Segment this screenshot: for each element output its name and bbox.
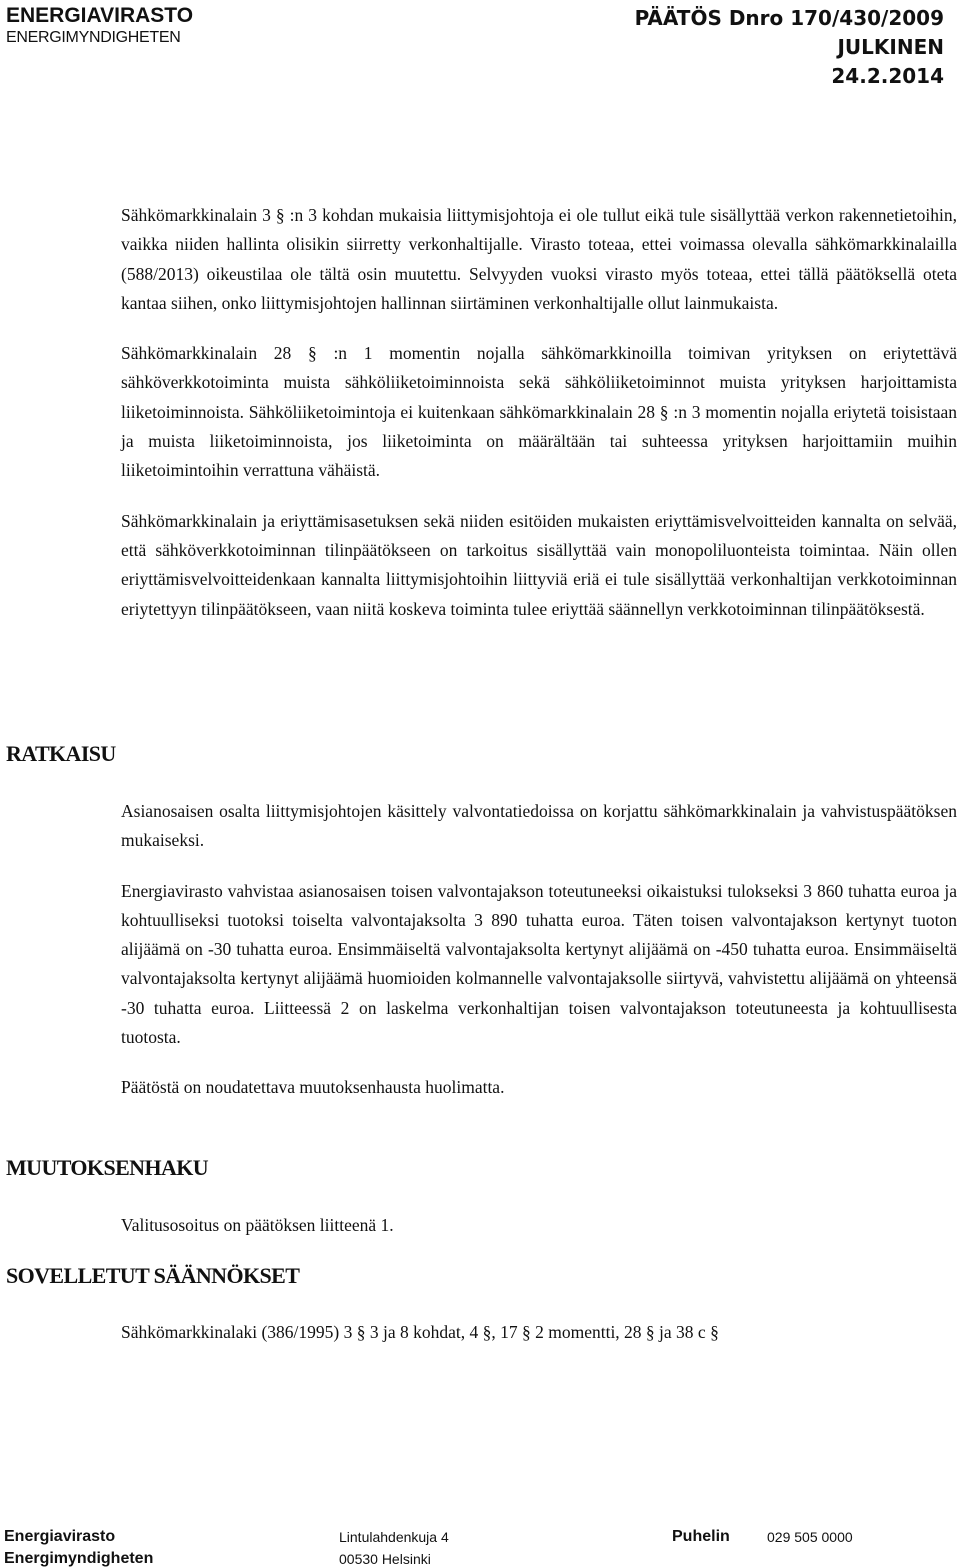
header-decision-info: [635, 4, 944, 91]
footer-phone-label: Puhelin: [672, 1528, 730, 1545]
body-paragraph: Valitusosoitus on päätöksen liitteenä 1.: [121, 1215, 394, 1235]
footer-organization: [4, 1526, 153, 1568]
reasoning-section: [121, 201, 957, 624]
classification: JULKINEN: [837, 35, 944, 59]
org-name-swedish: ENERGIMYNDIGHETEN: [6, 29, 181, 46]
decision-number: PÄÄTÖS Dnro 170/430/2009: [634, 6, 944, 30]
body-paragraph: Asianosaisen osalta liittymisjohtojen käsittely valvontatiedoissa on korjattu sähkömarkkinalain ja vahvistuspäätöksen mukaiseksi.: [121, 801, 957, 851]
page-footer: [0, 1526, 960, 1568]
org-name-finnish: ENERGIAVIRASTO: [6, 4, 194, 27]
footer-org-swedish: Energimyndigheten: [4, 1550, 154, 1567]
header-organization: [6, 4, 193, 48]
footer-org-finnish: Energiavirasto: [4, 1528, 116, 1545]
body-paragraph: Sähkömarkkinalain 28 § :n 1 momentin nojalla sähkömarkkinoilla toimivan yrityksen on eriytettävä sähköverkkotoiminta muista sähköliiketoiminnoista sekä sähköliiketoiminnot muista yrityksen harjoittamista liiketoiminnoista. Sähköliiketoimintoja ei kuitenkaan sähkömarkkinalain 28 § :n 3 momentin nojalla eriytetä toisistaan ja muista liiketoiminnoista, jos liiketoiminta on määrältään tai suhteessa yrityksen harjoittamiin muihin liiketoimintoihin verrattuna vähäistä.: [121, 343, 957, 481]
statutes-list: Sähkömarkkinalaki (386/1995) 3 § 3 ja 8 kohdat, 4 §, 17 § 2 momentti, 28 § ja 38 c §: [121, 1322, 719, 1342]
body-paragraph: Energiavirasto vahvistaa asianosaisen toisen valvontajakson toteutuneeksi oikaistuksi tulokseksi 3 860 tuhatta euroa ja kohtuulliseksi tuotoksi toiselta valvontajaksolta 3 890 tuhatta euroa. Täten toisen valvontajakson kertynyt tuoton alijäämä on -30 tuhatta euroa. Ensimmäiseltä valvontajaksolta kertynyt alijäämä on -450 tuhatta euroa. Ensimmäiseltä valvontajaksolta kertynyt alijäämä huomioiden kolmannelle valvontajaksolle siirtyvä, vahvistettu alijäämä on yhteensä -30 tuhatta euroa. Liitteessä 2 on laskelma verkonhaltijan toisen valvontajakson toteutuneesta ja kohtuullisesta tuotosta.: [121, 880, 957, 1048]
footer-address: [339, 1526, 449, 1568]
sovelletut-section: [121, 1318, 957, 1347]
section-heading-sovelletut-saannokset: SOVELLETUT SÄÄNNÖKSET: [6, 1263, 300, 1288]
body-paragraph: Sähkömarkkinalain 3 § :n 3 kohdan mukaisia liittymisjohtoja ei ole tullut eikä tule sisällyttää verkon rakennetietoihin, vaikka niiden hallinta olisikin siirretty verkonhaltijalle. Virasto toteaa, ettei voimassa olevalla sähkömarkkinalailla (588/2013) oikeustilaa ole tältä osin muutettu. Selvyyden vuoksi virasto myös toteaa, ettei tällä päätöksellä oteta kantaa siihen, onko liittymisjohtojen hallinnan siirtäminen verkonhaltijalle ollut lainmukaista.: [121, 205, 957, 313]
decision-date: 24.2.2014: [831, 64, 944, 88]
footer-phone: 029 505 0000: [767, 1529, 853, 1545]
muutoksenhaku-section: [121, 1211, 957, 1240]
footer-postal: 00530 Helsinki: [339, 1551, 431, 1567]
section-heading-ratkaisu: RATKAISU: [6, 741, 116, 766]
body-paragraph: Päätöstä on noudatettava muutoksenhausta huolimatta.: [121, 1077, 505, 1098]
body-paragraph: Sähkömarkkinalain ja eriyttämisasetuksen sekä niiden esitöiden mukaisten eriyttämisvelvoitteiden kannalta on selvää, että sähköverkkotoiminnan tilinpäätökseen on tarkoitus sisällyttää vain monopoliluonteista toimintaa. Näin ollen eriyttämisvelvoitteidenkaan kannalta liittymisjohtoihin liittyviä eriä ei tule sisällyttää verkonhaltijan verkkotoiminnan eriytettyyn tilinpäätökseen, vaan niitä koskeva toiminta tulee eriyttää säännellyn verkkotoiminnan tilinpäätöksestä.: [121, 510, 957, 619]
ratkaisu-section: [121, 797, 957, 1103]
section-heading-muutoksenhaku: MUUTOKSENHAKU: [6, 1155, 209, 1180]
footer-street: Lintulahdenkuja 4: [339, 1529, 449, 1545]
